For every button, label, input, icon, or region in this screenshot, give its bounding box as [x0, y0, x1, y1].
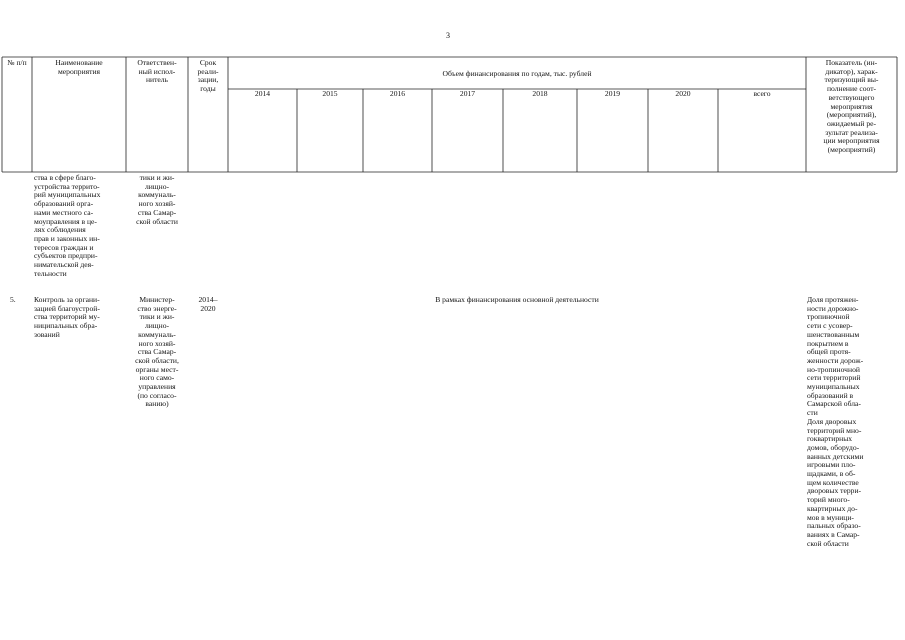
header-year-2017: 2017 — [459, 89, 476, 98]
row-2-financing: В рамках финансирования основной деятельности — [435, 295, 599, 304]
header-year-2014: 2014 — [254, 89, 271, 98]
row-2-number: 5. — [10, 295, 16, 304]
header-col-indicator: Показатель (ин- дикатор), харак- теризующий вы- полнение соот- ветствующего мероприятия (мероприятий), ожидаемый ре- зультат реализа- ции мероприятия (мероприятий) — [823, 58, 880, 155]
page-number: 3 — [446, 31, 450, 40]
header-year-2020: 2020 — [675, 89, 691, 98]
row-2-name: Контроль за органи- зацией благоустрой- ства территорий му- ниципальных обра- зований — [34, 295, 100, 339]
header-col-responsible: Ответствен- ный испол- нитель — [137, 58, 177, 85]
header-year-2019: 2019 — [604, 89, 621, 98]
header-total: всего — [753, 89, 771, 98]
header-col-number: № п/п — [7, 58, 27, 67]
header-col-name: Наименование мероприятия — [55, 58, 103, 76]
header-year-2015: 2015 — [322, 89, 338, 98]
header-col-financing: Объем финансирования по годам, тыс. рублей — [442, 69, 592, 78]
header-year-2016: 2016 — [389, 89, 406, 98]
row-2-responsible: Министер- ство энерге- тики и жи- лищно- коммуналь- ного хозяй- ства Самар- ской области, органы мест- ного само- управления (по согласо- ванию) — [135, 295, 179, 409]
row-2-term: 2014– 2020 — [198, 295, 218, 313]
row-2-indicator: Доля протяжен- ности дорожно- тропиночной сети с усовер- шенствованным покрытием в общей протя- женности дорож- но-тропиночной сети территорий муниципальных образований в Самарской обла- сти Доля дворовых территорий мно- гоквартирных домов, оборудо- ванных детскими игровыми пло- щадками, в об- щем количестве дворовых терри- торий много- квартирных до- мов в муници- пальных образо- ваниях в Самар- ской области — [807, 295, 864, 548]
row-1-responsible: тики и жи- лищно- коммуналь- ного хозяй- ства Самар- ской области — [136, 173, 178, 226]
header-col-term: Срок реали- зации, годы — [197, 58, 219, 94]
header-year-2018: 2018 — [532, 89, 548, 98]
row-1-name: ства в сфере благо- устройства террито- рий муниципальных образований орга- нами местного са- моуправления в це- лях соблюдения прав и законных ин- тересов граждан и субъектов предпри- нимательской дея- тельности — [34, 173, 101, 278]
